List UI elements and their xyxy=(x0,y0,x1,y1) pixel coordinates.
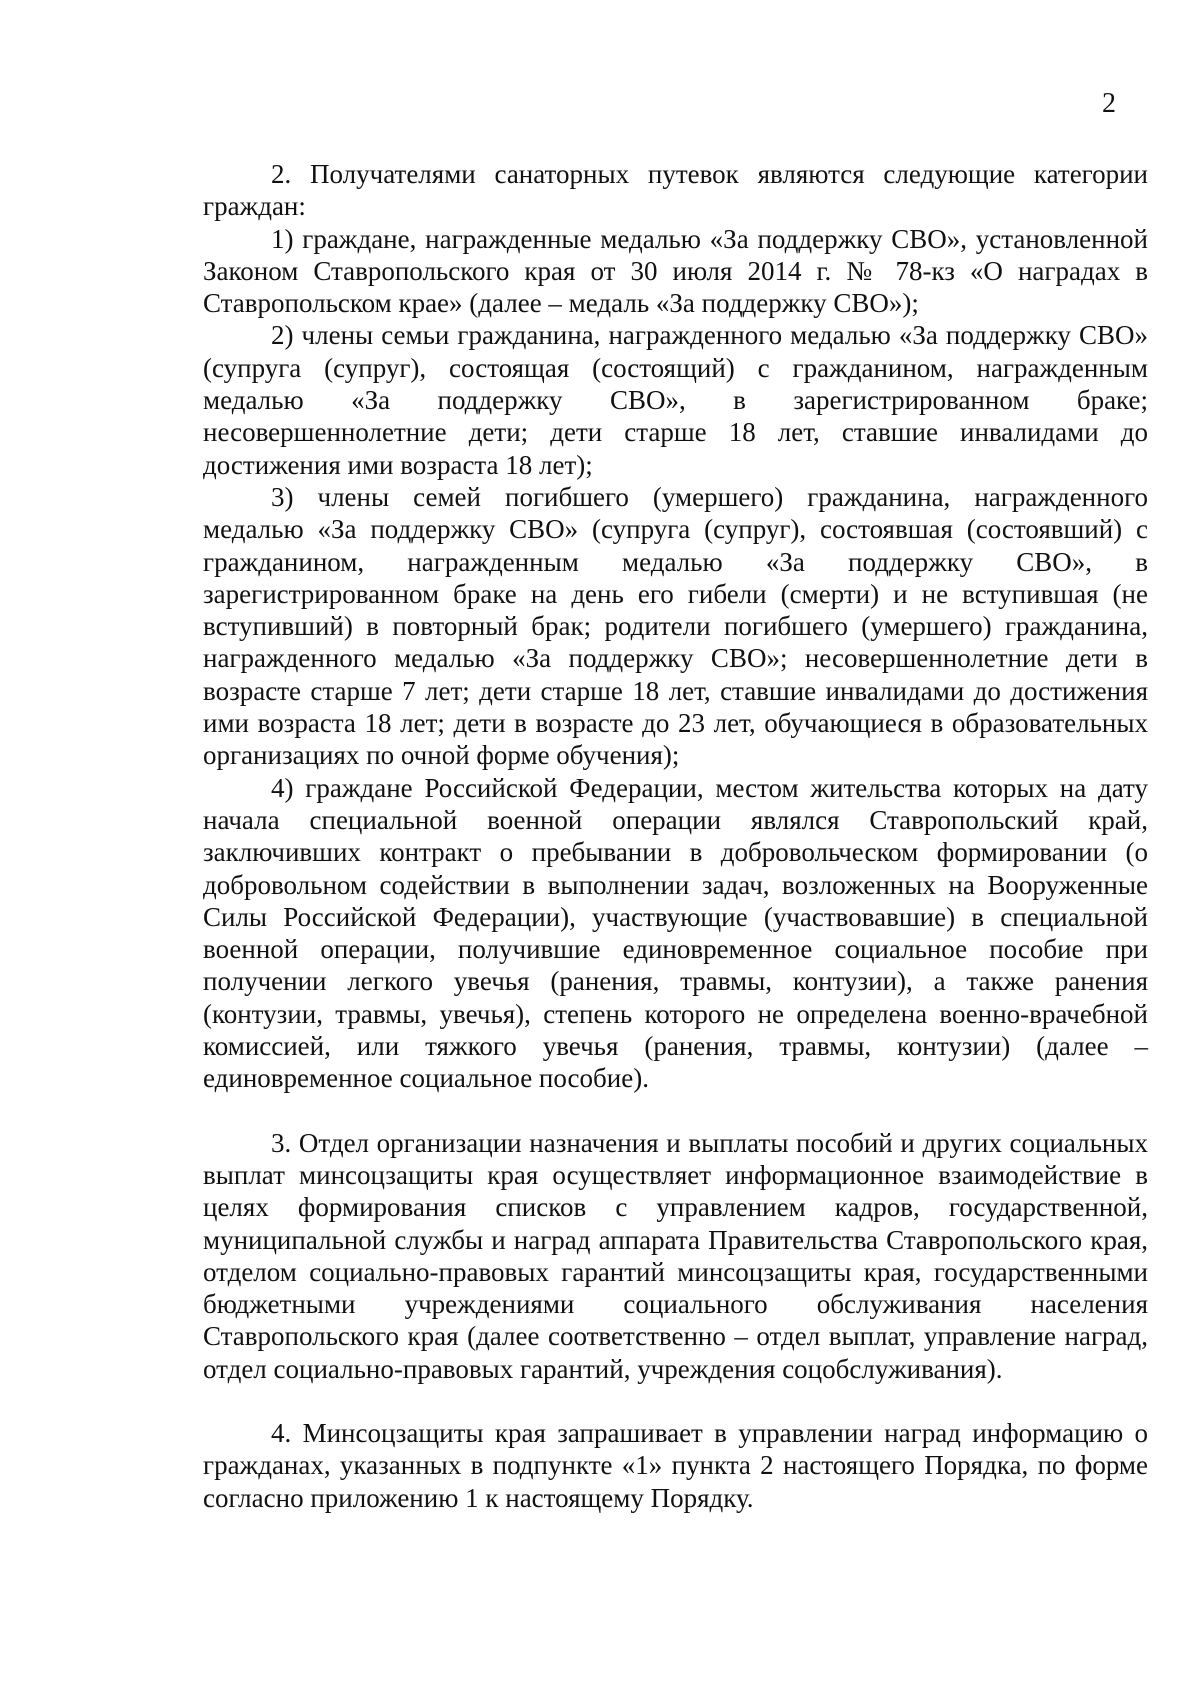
paragraph-4: 4. Минсоцзащиты края запрашивает в управлении наград информацию о гражданах, указанных в подпункте «1» пункта 2 настоящего Порядка, по форме согласно приложению 1 к настоящему Порядку. xyxy=(203,1417,1148,1513)
document-body xyxy=(203,158,1148,1514)
paragraph-3: 3. Отдел организации назначения и выплаты пособий и других социальных выплат минсоцзащиты края осуществляет информационное взаимодействие в целях формирования списков с управлением кадров, государственной, муниципальной службы и наград аппарата Правительства Ставропольского края, отделом социально-правовых гарантий минсоцзащиты края, государственными бюджетными учреждениями социального обслуживания населения Ставропольского края (далее соответственно – отдел выплат, управление наград, отдел социально-правовых гарантий, учреждения соцобслуживания). xyxy=(203,1127,1148,1384)
paragraph-2-item-2: 2) члены семьи гражданина, награжденного медалью «За поддержку СВО» (супруга (супруг), состоящая (состоящий) с гражданином, награжденным медалью «За поддержку СВО», в зарегистрированном браке; несовершеннолетние дети; дети старше 18 лет, ставшие инвалидами до достижения ими возраста 18 лет); xyxy=(203,320,1148,480)
paragraph-2-item-1: 1) граждане, награжденные медалью «За поддержку СВО», установленной Законом Ставропольского края от 30 июля 2014 г. № 78-кз «О наградах в Ставропольском крае» (далее – медаль «За поддержку СВО»); xyxy=(203,223,1148,319)
paragraph-2-intro: 2. Получателями санаторных путевок являются следующие категории граждан: xyxy=(203,159,1148,222)
page-number: 2 xyxy=(1102,88,1116,119)
paragraph-2-item-4: 4) граждане Российской Федерации, местом жительства которых на дату начала специальной военной операции являлся Ставропольский край, заключивших контракт о пребывании в добровольческом формировании (о добровольном содействии в выполнении задач, возложенных на Вооруженные Силы Российской Федерации), участвующие (участвовавшие) в специальной военной операции, получившие единовременное социальное пособие при получении легкого увечья (ранения, травмы, контузии), а также ранения (контузии, травмы, увечья), степень которого не определена военно-врачебной комиссией, или тяжкого увечья (ранения, травмы, контузии) (далее – единовременное социальное пособие). xyxy=(203,772,1148,1094)
paragraph-2-item-3: 3) члены семей погибшего (умершего) гражданина, награжденного медалью «За поддержку СВО» (супруга (супруг), состоявшая (состоявший) с гражданином, награжденным медалью «За поддержку СВО», в зарегистрированном браке на день его гибели (смерти) и не вступившая (не вступивший) в повторный брак; родители погибшего (умершего) гражданина, награжденного медалью «За поддержку СВО»; несовершеннолетние дети в возрасте старше 7 лет; дети старше 18 лет, ставшие инвалидами до достижения ими возраста 18 лет; дети в возрасте до 23 лет, обучающиеся в образовательных организациях по очной форме обучения); xyxy=(203,481,1148,771)
